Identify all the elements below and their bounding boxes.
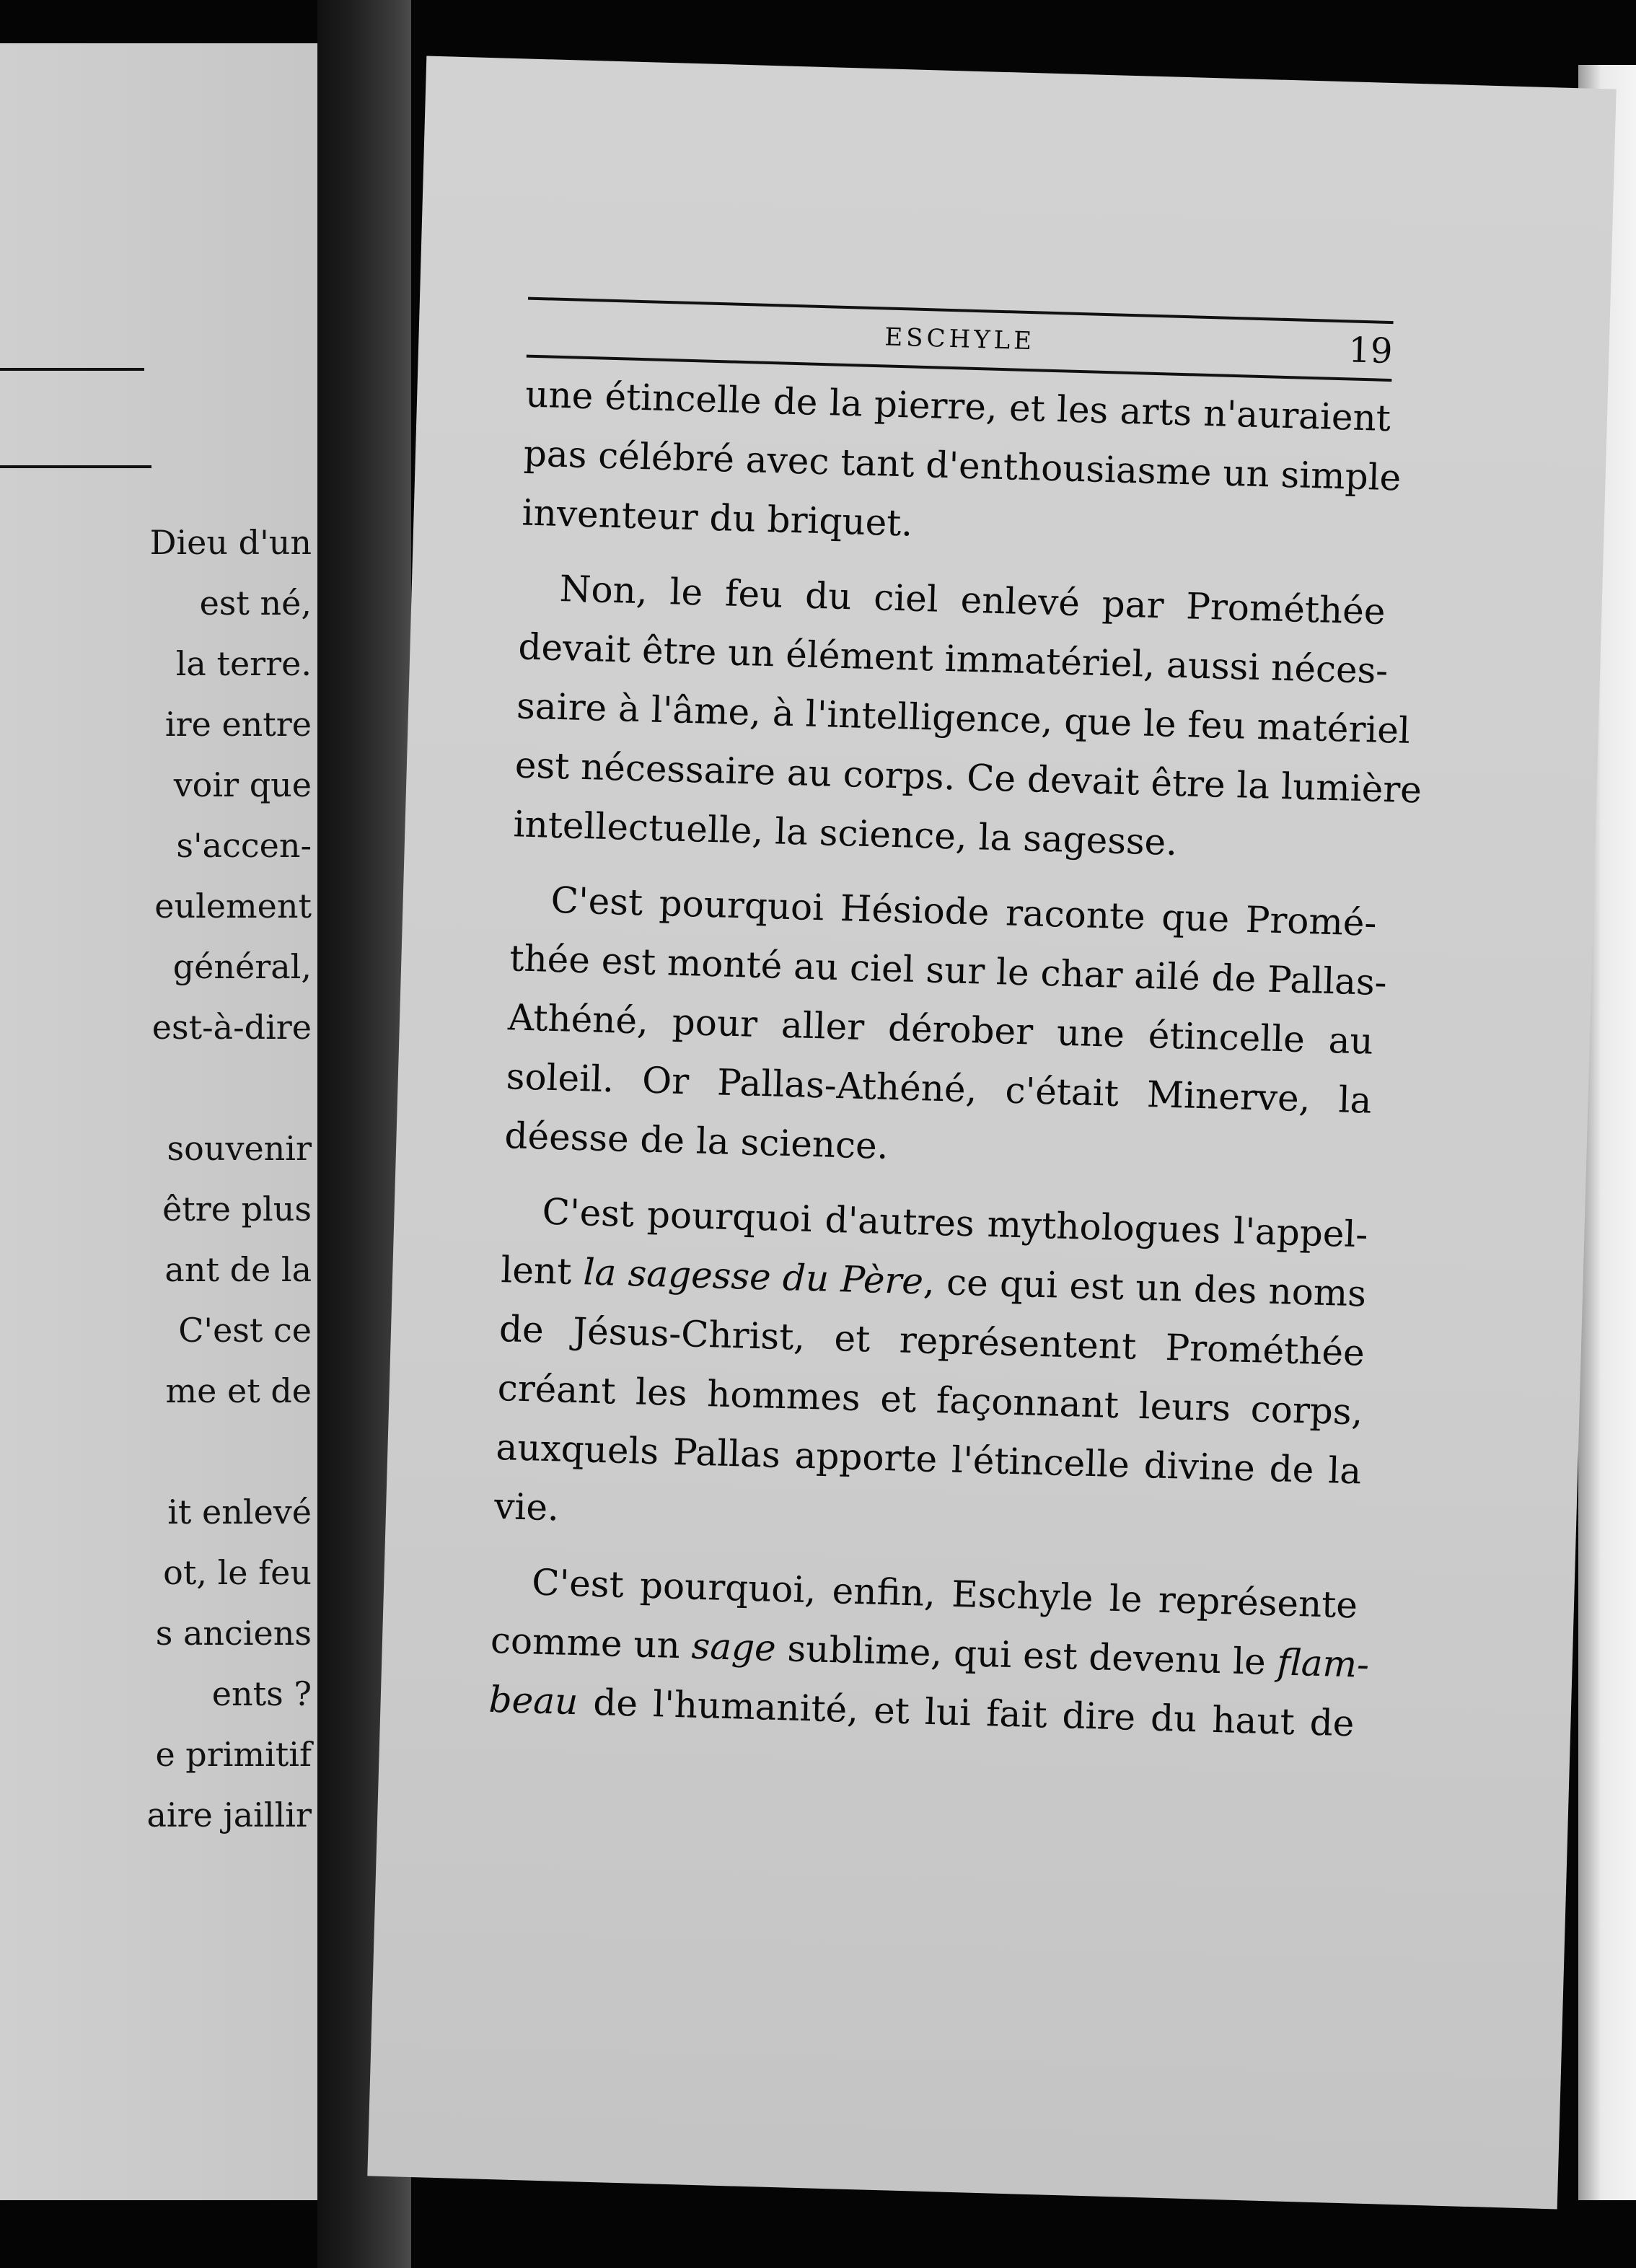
left-line: ire entre <box>164 705 312 744</box>
text-line: C'est pourquoi Hésiode raconte que Promé- <box>550 879 1378 944</box>
text-line: auxquels Pallas apporte l'étincelle divine de la <box>495 1425 1362 1493</box>
page-content <box>488 297 1422 1754</box>
italic-text: sage <box>690 1625 777 1669</box>
left-page <box>0 43 317 2200</box>
left-header-rule-bottom <box>0 465 151 468</box>
text-line: pas célébré avec tant d'enthousiasme un simple <box>523 432 1402 499</box>
left-line: souvenir <box>167 1129 312 1168</box>
left-line: s'accen- <box>176 826 312 865</box>
left-line: est né, <box>199 584 312 623</box>
text-run: de l'humanité, et lui fait dire du haut de <box>577 1681 1355 1745</box>
text-line: vie. <box>493 1485 560 1529</box>
text-line: de Jésus-Christ, et représentent Prométhée <box>498 1308 1365 1374</box>
left-line: général, <box>172 947 312 986</box>
left-line: it enlevé <box>167 1493 312 1531</box>
text-line: Athéné, pour aller dérober une étincelle au <box>507 996 1374 1063</box>
left-line: la terre. <box>175 644 312 683</box>
left-line: C'est ce <box>178 1311 312 1350</box>
left-line: être plus <box>162 1190 312 1228</box>
text-line: C'est pourquoi d'autres mythologues l'appel- <box>541 1190 1369 1256</box>
text-run: , ce qui est un des noms <box>923 1260 1367 1315</box>
text-run: comme un <box>490 1619 692 1667</box>
italic-text: flam- <box>1276 1641 1370 1686</box>
text-line: une étincelle de la pierre, et les arts n'auraient <box>524 373 1391 440</box>
page-number: 19 <box>1347 330 1394 372</box>
body-text <box>488 365 1422 1754</box>
text-line: devait être un élément immatériel, aussi néces- <box>517 625 1389 693</box>
text-line: thée est monté au ciel sur le char ailé de Pallas- <box>509 937 1388 1004</box>
left-line: est-à-dire <box>151 1008 312 1047</box>
italic-text: la sagesse du Père <box>582 1251 924 1303</box>
text-line: déesse de la science. <box>503 1115 889 1167</box>
left-line: Dieu d'un <box>149 523 312 562</box>
text-line: saire à l'âme, à l'intelligence, que le feu matériel <box>516 685 1411 752</box>
text-run: sublime, qui est devenu le <box>775 1627 1278 1684</box>
text-line: soleil. Or Pallas-Athéné, c'était Minerve, la <box>506 1055 1373 1122</box>
text-line: créant les hommes et façonnant leurs corps, <box>497 1367 1364 1433</box>
text-line: Non, le feu du ciel enlevé par Prométhée <box>559 567 1386 633</box>
left-line: voir que <box>173 765 312 804</box>
left-line: eulement <box>154 887 312 926</box>
left-page-text <box>9 512 312 1845</box>
running-title: ESCHYLE <box>884 322 1036 356</box>
left-line <box>9 1421 312 1482</box>
left-header-rule-top <box>0 368 144 371</box>
left-line: aire jaillir <box>146 1796 312 1834</box>
right-page <box>367 56 1616 2210</box>
left-line <box>9 1058 312 1118</box>
left-line: ot, le feu <box>163 1553 312 1592</box>
italic-text: beau <box>488 1678 579 1723</box>
text-line: est nécessaire au corps. Ce devait être la lumière <box>514 744 1422 812</box>
left-line: ents ? <box>211 1674 312 1713</box>
text-run: lent <box>500 1249 584 1293</box>
left-line: e primitif <box>155 1735 312 1774</box>
left-line: me et de <box>165 1371 312 1410</box>
left-line: s anciens <box>155 1614 312 1653</box>
text-line: inventeur du briquet. <box>521 491 914 545</box>
text-line: C'est pourquoi, enfin, Eschyle le représente <box>531 1561 1358 1627</box>
left-line: ant de la <box>164 1250 312 1289</box>
text-line: intellectuelle, la science, la sagesse. <box>512 803 1178 864</box>
